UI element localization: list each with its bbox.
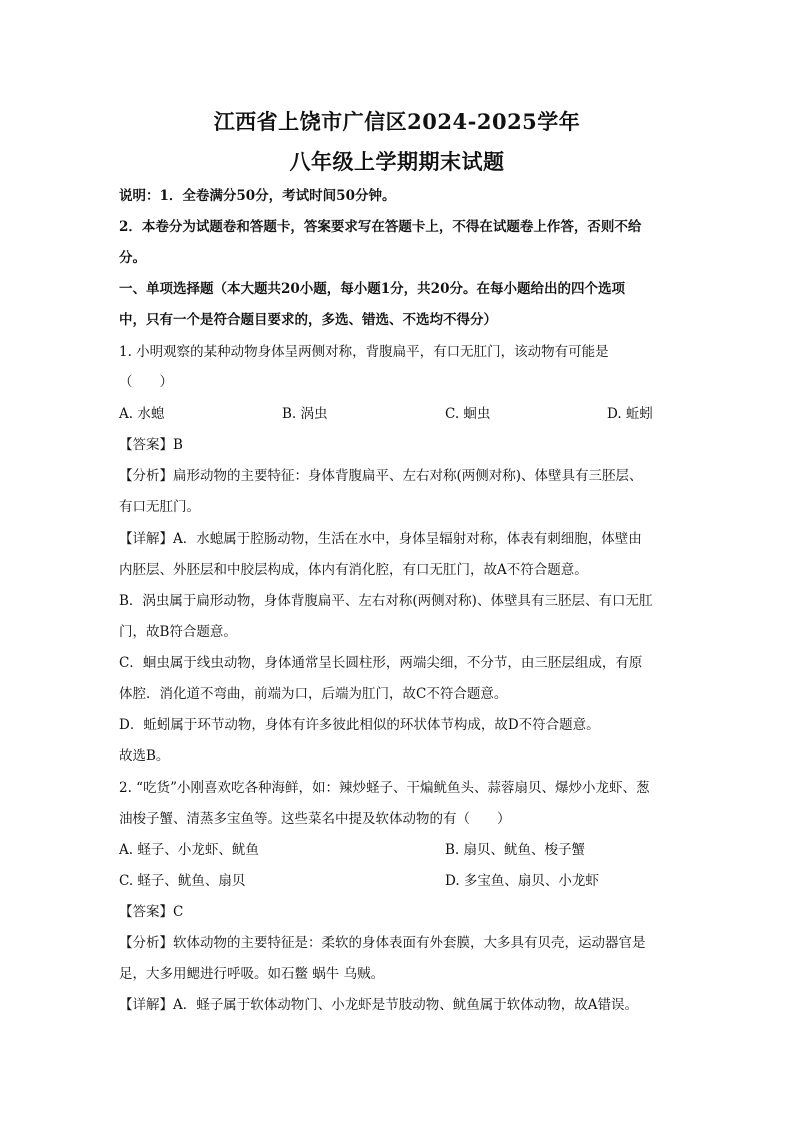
q2-option-d: D. 多宝鱼、扇贝、小龙虾 bbox=[445, 873, 599, 889]
q1-detail-line5: C．蛔虫属于线虫动物，身体通常呈长圆柱形，两端尖细，不分节，由三胚层组成，有原 bbox=[119, 655, 643, 671]
q2-answer: 【答案】C bbox=[119, 904, 184, 920]
instructions-line3: 分。 bbox=[119, 250, 146, 266]
instructions-line1: 说明：1．全卷满分50分，考试时间50分钟。 bbox=[119, 188, 396, 204]
q1-detail-line3: B．涡虫属于扁形动物，身体背腹扁平、左右对称(两侧对称)、体壁具有三胚层、有口无肛 bbox=[119, 593, 653, 609]
q2-analysis-line1: 【分析】软体动物的主要特征是：柔软的身体表面有外套膜，大多具有贝壳，运动器官是 bbox=[119, 935, 646, 951]
q1-analysis-line1: 【分析】扁形动物的主要特征：身体背腹扁平、左右对称(两侧对称)、体壁具有三胚层、 bbox=[119, 468, 643, 484]
q1-analysis-line2: 有口无肛门。 bbox=[119, 499, 200, 515]
section-heading-line1: 一、单项选择题（本大题共20小题，每小题1分，共20分。在每小题给出的四个选项 bbox=[119, 281, 625, 297]
q1-conclusion: 故选B。 bbox=[119, 748, 170, 764]
q1-stem-line2: （ ） bbox=[119, 374, 173, 390]
q1-detail-line6: 体腔．消化道不弯曲，前端为口，后端为肛门，故C不符合题意。 bbox=[119, 686, 508, 702]
q2-option-a: A. 蛏子、小龙虾、鱿鱼 bbox=[119, 842, 259, 858]
q1-answer: 【答案】B bbox=[119, 437, 183, 453]
exam-title-line2: 八年级上学期期末试题 bbox=[289, 149, 505, 174]
q1-detail-line4: 门，故B符合题意。 bbox=[119, 624, 237, 640]
q1-stem-line1: 1. 小明观察的某种动物身体呈两侧对称，背腹扁平，有口无肛门，该动物有可能是 bbox=[119, 344, 609, 360]
q1-option-a: A. 水螅 bbox=[119, 406, 165, 422]
section-heading-line2: 中，只有一个是符合题目要求的，多选、错选、不选均不得分） bbox=[119, 312, 497, 328]
q2-option-b: B. 扇贝、鱿鱼、梭子蟹 bbox=[445, 842, 586, 858]
q1-detail-line1: 【详解】A．水螅属于腔肠动物，生活在水中，身体呈辐射对称，体表有刺细胞，体壁由 bbox=[119, 531, 642, 547]
q1-option-b: B. 涡虫 bbox=[282, 406, 328, 422]
q2-detail-line1: 【详解】A．蛏子属于软体动物门、小龙虾是节肢动物、鱿鱼属于软体动物，故A错误。 bbox=[119, 997, 638, 1013]
exam-title-line1: 江西省上饶市广信区2024-2025学年 bbox=[213, 109, 581, 134]
q1-option-d: D. 蚯蚓 bbox=[607, 406, 653, 422]
q1-detail-line2: 内胚层、外胚层和中胶层构成，体内有消化腔，有口无肛门，故A不符合题意。 bbox=[119, 562, 588, 578]
q1-option-c: C. 蛔虫 bbox=[445, 406, 491, 422]
q2-stem-line1: 2. “吃货”小刚喜欢吃各种海鲜，如：辣炒蛏子、干煸鱿鱼头、蒜蓉扇贝、爆炒小龙虾、葱 bbox=[119, 780, 650, 796]
instructions-line2: 2．本卷分为试题卷和答题卡，答案要求写在答题卡上，不得在试题卷上作答，否则不给 bbox=[119, 219, 642, 235]
q2-stem-line2: 油梭子蟹、清蒸多宝鱼等。这些菜名中提及软体动物的有（ ） bbox=[119, 811, 511, 827]
q2-option-c: C. 蛏子、鱿鱼、扇贝 bbox=[119, 873, 246, 889]
q2-analysis-line2: 足，大多用鳃进行呼吸。如石鳖 蜗牛 乌贼。 bbox=[119, 966, 385, 982]
q1-detail-line7: D．蚯蚓属于环节动物，身体有许多彼此相似的环状体节构成，故D不符合题意。 bbox=[119, 717, 600, 733]
